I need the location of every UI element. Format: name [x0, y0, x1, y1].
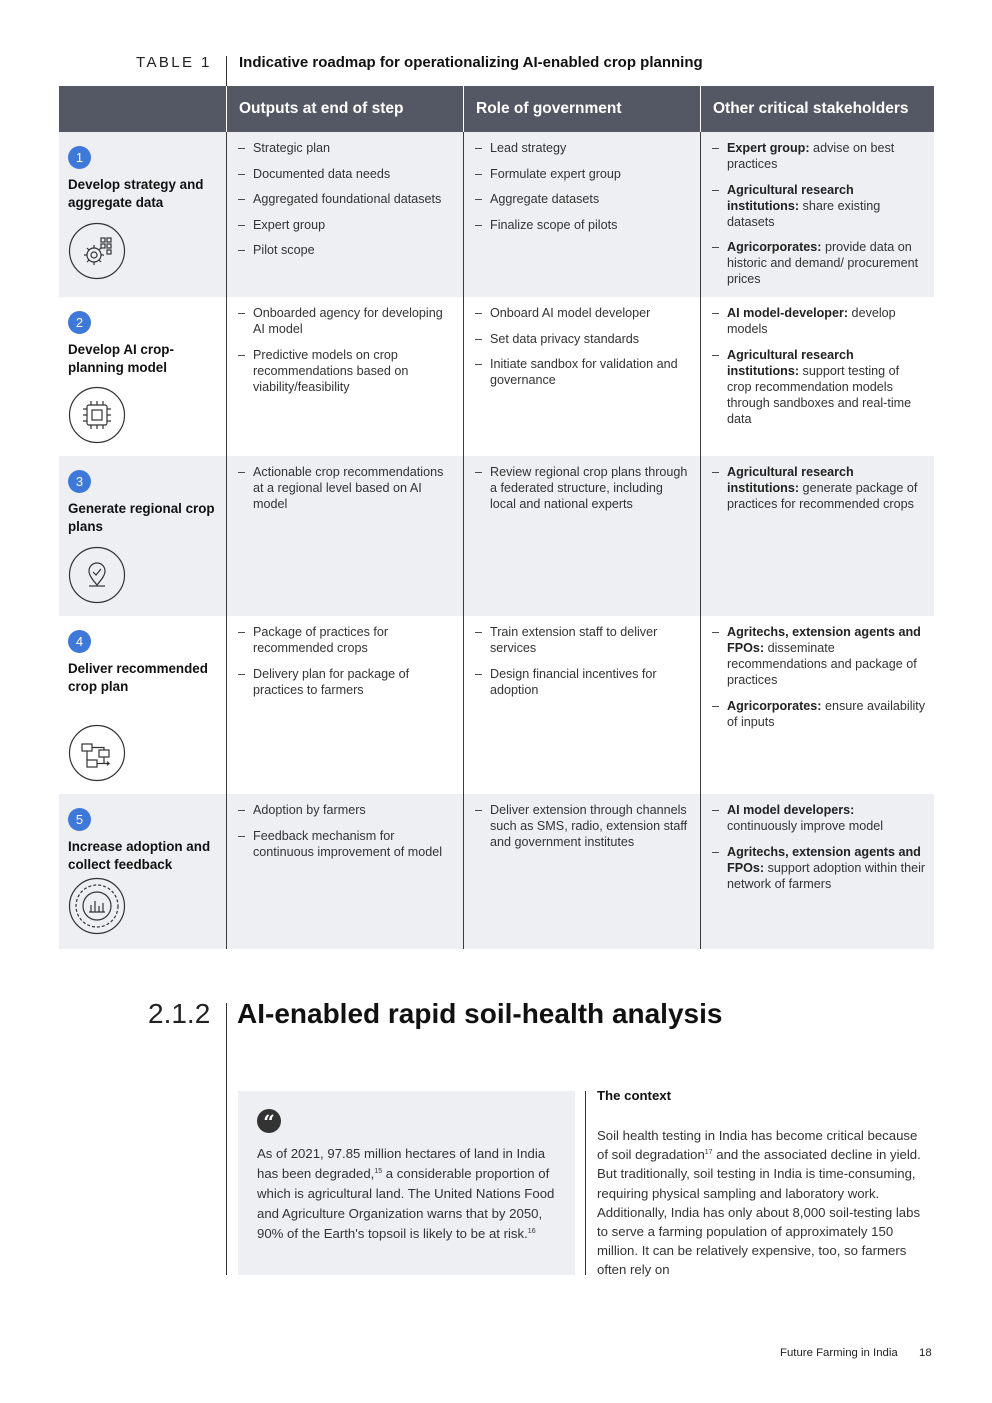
step-title: Increase adoption and collect feedback — [68, 839, 211, 872]
step-number-badge: 2 — [68, 311, 91, 334]
stakeholder-name: Agricultural research institutions: — [727, 465, 854, 495]
stakeholder-role: advise on best practices — [727, 141, 895, 171]
section-divider — [226, 1003, 227, 1275]
list-item — [712, 182, 926, 230]
step-title: Generate regional crop plans — [68, 501, 215, 534]
list-item: – Predictive models on crop recommendations based on viability/feasibility — [238, 347, 455, 395]
location-pin-icon — [68, 546, 126, 604]
quote-text: As of 2021, 97.85 million hectares of land in India has been degraded,$^{15}$ a considerable proportion of which is agricultural land. The United Nations Food and Agriculture Organization warns that by 2050, 90% of the Earth's topsoil is likely to be at risk.$^{16}$ — [257, 1146, 555, 1241]
page-number: 18 — [919, 1347, 932, 1359]
outputs-cell — [226, 794, 463, 949]
stakeholders-cell — [700, 456, 934, 616]
table-row — [59, 132, 934, 297]
list-item: – Onboard AI model developer — [475, 305, 692, 321]
list-item — [712, 464, 926, 512]
step-title: Develop AI crop-planning model — [68, 342, 174, 375]
list-item — [712, 698, 926, 730]
stakeholder-role: support testing of crop recommendation models through sandboxes and real-time data — [727, 363, 912, 426]
government-cell — [463, 456, 700, 616]
step-number-badge: 1 — [68, 146, 91, 169]
outputs-cell — [226, 297, 463, 456]
table-caption — [60, 50, 935, 76]
step-title: Develop strategy and aggregate data — [68, 177, 204, 210]
step-cell — [59, 297, 226, 456]
outputs-cell — [226, 456, 463, 616]
list-item — [712, 624, 926, 688]
outputs-cell — [226, 132, 463, 297]
step-title: Deliver recommended crop plan — [68, 661, 208, 694]
header-stakeholders: Other critical stakeholders — [700, 86, 934, 132]
list-item: – Design financial incentives for adoption — [475, 666, 692, 698]
step-number-badge: 4 — [68, 630, 91, 653]
list-item: – Onboarded agency for developing AI model — [238, 305, 455, 337]
stakeholder-name: Agritechs, extension agents and FPOs: — [727, 844, 921, 875]
stakeholder-name: Agricultural research institutions: — [727, 347, 854, 378]
stakeholders-cell — [700, 132, 934, 297]
list-item: – Lead strategy — [475, 140, 692, 156]
stakeholder-role: disseminate recommendations and package of practices — [727, 641, 917, 687]
header-government: Role of government — [463, 86, 700, 132]
stakeholders-cell — [700, 297, 934, 456]
quote-icon: “ — [257, 1109, 281, 1133]
gear-data-icon — [68, 222, 126, 280]
list-item: – Package of practices for recommended crops — [238, 624, 455, 656]
footnote-ref: 16 — [527, 1228, 536, 1235]
list-item: – Review regional crop plans through a federated structure, including local and national experts — [475, 464, 692, 512]
list-item: – Strategic plan — [238, 140, 455, 156]
stakeholders-cell — [700, 794, 934, 949]
list-item — [712, 140, 926, 172]
list-item: – Delivery plan for package of practices to farmers — [238, 666, 455, 698]
context-body: Soil health testing in India has become critical because of soil degradation$^{17}$ and the associated decline in yield. But traditionally, soil testing in India is time-consuming, requiring physical sampling and laboratory work. Additionally, India has only about 8,000 soil-testing labs to serve a farming population of approximately 150 million. It can be relatively expensive, too, so farmers often rely on — [597, 1128, 921, 1278]
list-item — [712, 802, 926, 834]
stakeholder-role: ensure availability of inputs — [727, 698, 926, 729]
footer-document-title: Future Farming in India — [780, 1347, 898, 1359]
stakeholder-role: provide data on historic and demand/ procurement prices — [727, 240, 919, 286]
government-cell — [463, 616, 700, 794]
footnote-ref: 17 — [704, 1149, 713, 1157]
list-item: – Feedback mechanism for continuous improvement of model — [238, 828, 455, 860]
quote-box — [238, 1091, 575, 1275]
step-cell — [59, 794, 226, 949]
step-cell — [59, 456, 226, 616]
list-item: – Expert group — [238, 217, 455, 233]
list-item: – Finalize scope of pilots — [475, 217, 692, 233]
list-item — [712, 239, 926, 287]
header-step — [59, 86, 226, 132]
table-header-row — [59, 86, 934, 132]
table-row — [59, 794, 934, 949]
stakeholder-role: support adoption within their network of farmers — [727, 860, 926, 891]
stakeholder-role: share existing datasets — [727, 198, 881, 229]
section-number: 2.1.2 — [148, 998, 211, 1029]
table-row — [59, 456, 934, 616]
list-item: – Adoption by farmers — [238, 802, 455, 818]
list-item: – Aggregated foundational datasets — [238, 191, 455, 207]
caption-divider — [226, 56, 227, 86]
stakeholders-cell — [700, 616, 934, 794]
list-item: – Set data privacy standards — [475, 331, 692, 347]
section-title: AI-enabled rapid soil-health analysis — [237, 998, 723, 1029]
table-row — [59, 297, 934, 456]
stakeholder-name: Agricultural research institutions: — [727, 182, 854, 213]
list-item: – Deliver extension through channels such as SMS, radio, extension staff and government institutes — [475, 802, 692, 850]
list-item: – Pilot scope — [238, 242, 455, 258]
bar-chart-target-icon — [68, 877, 126, 935]
workflow-icon — [68, 724, 126, 782]
government-cell — [463, 794, 700, 949]
government-cell — [463, 132, 700, 297]
stakeholder-name: Agritechs, extension agents and FPOs: — [727, 625, 921, 655]
chip-icon — [68, 386, 126, 444]
footnote-ref: 15 — [374, 1168, 383, 1175]
list-item: – Train extension staff to deliver services — [475, 624, 692, 656]
stakeholder-name: Agricorporates: — [727, 240, 822, 254]
stakeholder-name: AI model developers: — [727, 803, 855, 817]
stakeholder-role: continuously improve model — [727, 819, 884, 833]
list-item: – Documented data needs — [238, 166, 455, 182]
context-heading: The context — [597, 1088, 672, 1103]
roadmap-table — [59, 86, 934, 949]
table-title: Indicative roadmap for operationalizing AI-enabled crop planning — [239, 54, 703, 71]
header-outputs: Outputs at end of step — [226, 86, 463, 132]
stakeholder-name: Expert group: — [727, 141, 810, 155]
list-item: – Formulate expert group — [475, 166, 692, 182]
stakeholder-role: develop models — [727, 306, 896, 336]
column-divider — [585, 1091, 586, 1275]
stakeholder-role: generate package of practices for recommended crops — [727, 481, 918, 511]
table-label: TABLE 1 — [136, 54, 212, 71]
step-cell — [59, 132, 226, 297]
table-row — [59, 616, 934, 794]
stakeholder-name: Agricorporates: — [727, 698, 822, 713]
list-item — [712, 305, 926, 337]
stakeholder-name: AI model-developer: — [727, 306, 849, 320]
outputs-cell — [226, 616, 463, 794]
step-number-badge: 5 — [68, 808, 91, 831]
step-cell — [59, 616, 226, 794]
government-cell — [463, 297, 700, 456]
list-item: – Actionable crop recommendations at a regional level based on AI model — [238, 464, 455, 512]
list-item: – Initiate sandbox for validation and governance — [475, 356, 692, 388]
list-item — [712, 347, 926, 427]
list-item — [712, 844, 926, 892]
step-number-badge: 3 — [68, 470, 91, 493]
list-item: – Aggregate datasets — [475, 191, 692, 207]
